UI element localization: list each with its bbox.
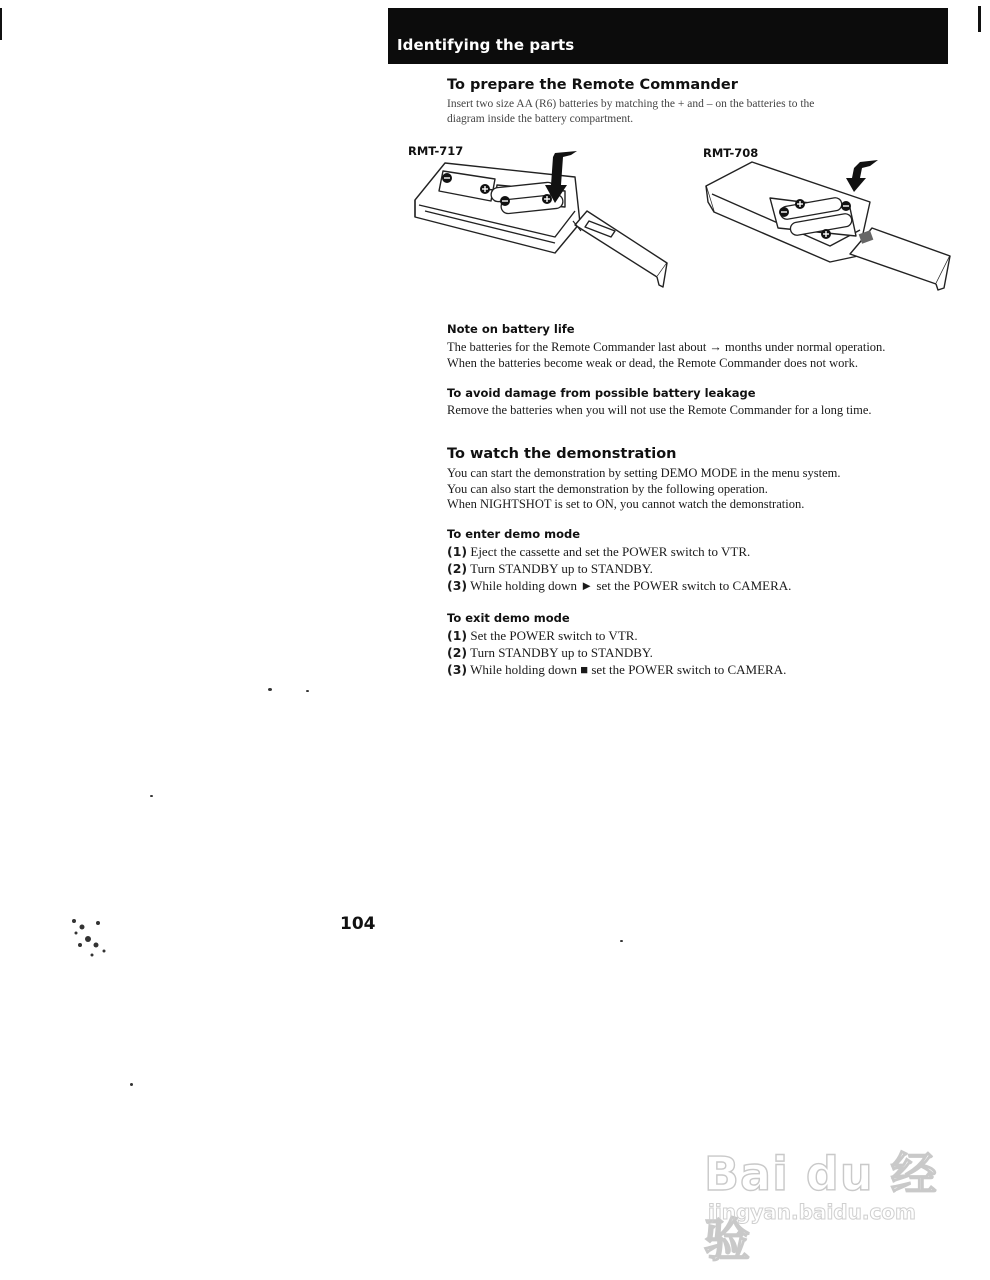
baidu-watermark: [700, 1130, 960, 1267]
scan-speck: [130, 1083, 133, 1086]
scan-speck: [620, 940, 623, 942]
scan-noise-blot: [68, 915, 128, 965]
exit-demo-heading: To exit demo mode: [447, 611, 570, 625]
scan-speck: [268, 688, 272, 691]
watermark-main-text: Bai du 经验: [704, 1147, 938, 1267]
exit-demo-steps: [447, 627, 786, 678]
leakage-heading: To avoid damage from possible battery leakage: [447, 386, 756, 400]
demo-line: You can also start the demonstration by the following operation.: [447, 481, 768, 496]
demo-heading: To watch the demonstration: [447, 446, 677, 462]
remote-commander-rmt708-illustration: [700, 158, 960, 298]
prepare-heading: To prepare the Remote Commander: [447, 77, 738, 93]
battery-life-line: When the batteries become weak or dead, the Remote Commander does not work.: [447, 355, 858, 370]
battery-life-heading: Note on battery life: [447, 322, 575, 336]
enter-step: (3) While holding down ► set the POWER switch to CAMERA.: [447, 578, 792, 593]
model-label-rmt717: RMT-717: [408, 144, 464, 158]
enter-step: (2) Turn STANDBY up to STANDBY.: [447, 561, 653, 576]
demo-paragraph: [447, 466, 840, 513]
battery-life-line: The batteries for the Remote Commander last about → months under normal operation.: [447, 340, 886, 354]
page-number: 104: [340, 914, 376, 934]
left-edge-mark: [0, 8, 2, 40]
exit-step: (2) Turn STANDBY up to STANDBY.: [447, 645, 653, 660]
enter-demo-steps: [447, 543, 791, 594]
remote-commander-rmt717-illustration: [405, 145, 675, 290]
enter-step: (1) Eject the cassette and set the POWER switch to VTR.: [447, 544, 751, 559]
watermark-url-text: jingyan.baidu.com: [708, 1200, 916, 1224]
battery-life-paragraph: [447, 340, 885, 371]
scan-speck: [150, 795, 153, 797]
demo-line: When NIGHTSHOT is set to ON, you cannot watch the demonstration.: [447, 497, 805, 511]
leakage-line: Remove the batteries when you will not use the Remote Commander for a long time.: [447, 403, 872, 417]
prepare-line: Insert two size AA (R6) batteries by matching the + and – on the batteries to the: [447, 98, 815, 110]
exit-step: (3) While holding down ■ set the POWER switch to CAMERA.: [447, 662, 787, 677]
scan-speck: [306, 690, 309, 692]
section-header-title: Identifying the parts: [397, 36, 575, 54]
exit-step: (1) Set the POWER switch to VTR.: [447, 628, 638, 643]
leakage-paragraph: [447, 403, 872, 419]
model-label-rmt708: RMT-708: [703, 146, 759, 160]
demo-line: You can start the demonstration by setting DEMO MODE in the menu system.: [447, 466, 841, 480]
prepare-paragraph: [447, 97, 814, 127]
right-edge-mark: [978, 6, 981, 32]
prepare-line: diagram inside the battery compartment.: [447, 113, 634, 125]
enter-demo-heading: To enter demo mode: [447, 527, 581, 541]
